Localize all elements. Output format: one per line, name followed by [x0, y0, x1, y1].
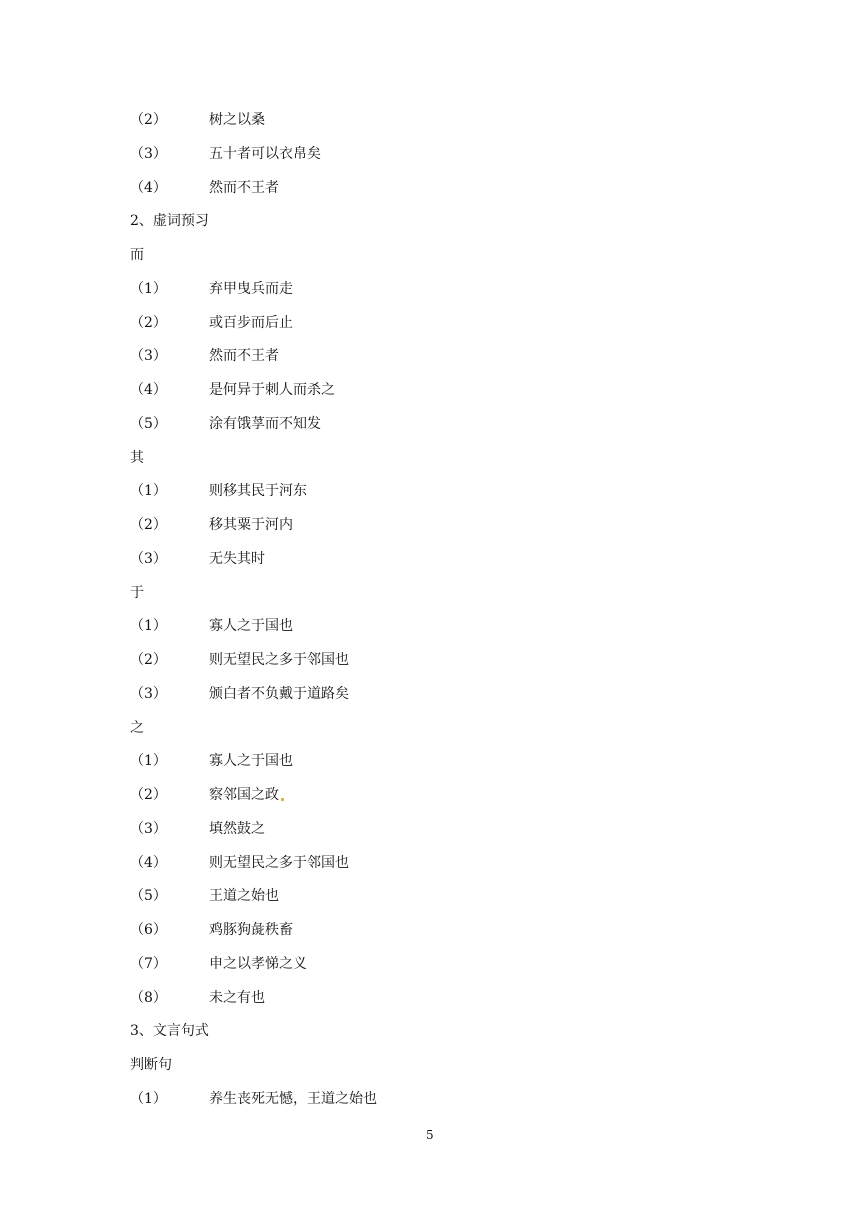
edit-marker-icon: [281, 798, 284, 801]
item-number: （3）: [130, 686, 167, 702]
item-text: 涂有饿莩而不知发: [209, 416, 321, 432]
item-number: （2）: [130, 517, 167, 533]
section-heading: 于: [130, 585, 144, 601]
item-number: （4）: [130, 382, 167, 398]
item-text: 则无望民之多于邻国也: [209, 855, 349, 871]
item-text: 是何异于刺人而杀之: [209, 382, 335, 398]
item-text: 则移其民于河东: [209, 483, 307, 499]
item-number: （1）: [130, 1091, 167, 1107]
section-heading: 而: [130, 247, 144, 263]
item-number: （7）: [130, 956, 167, 972]
item-text: 颁白者不负戴于道路矣: [209, 686, 349, 702]
item-text: 然而不王者: [209, 180, 279, 196]
item-text: 察邻国之政: [209, 787, 279, 803]
item-text: 鸡豚狗彘秩畜: [209, 922, 293, 938]
item-text: 未之有也: [209, 990, 265, 1006]
item-text: 申之以孝悌之义: [209, 956, 307, 972]
section-heading: 之: [130, 720, 144, 736]
item-number: （1）: [130, 753, 167, 769]
item-number: （3）: [130, 146, 167, 162]
item-text: 然而不王者: [209, 348, 279, 364]
item-text: 则无望民之多于邻国也: [209, 652, 349, 668]
item-text: 养生丧死无憾，王道之始也: [209, 1091, 377, 1107]
item-number: （2）: [130, 787, 167, 803]
item-number: （4）: [130, 855, 167, 871]
item-text: 王道之始也: [209, 888, 279, 904]
item-number: （8）: [130, 990, 167, 1006]
item-text: 树之以桑: [209, 112, 265, 128]
section-heading: 2、虚词预习: [130, 213, 209, 229]
item-number: （2）: [130, 315, 167, 331]
item-text: 无失其时: [209, 551, 265, 567]
item-text: 寡人之于国也: [209, 618, 293, 634]
item-text: 五十者可以衣帛矣: [209, 146, 321, 162]
section-heading: 3、文言句式: [130, 1023, 209, 1039]
item-text: 移其粟于河内: [209, 517, 293, 533]
item-number: （6）: [130, 922, 167, 938]
item-text: 或百步而后止: [209, 315, 293, 331]
section-heading: 判断句: [130, 1057, 172, 1073]
item-number: （3）: [130, 821, 167, 837]
item-number: （1）: [130, 281, 167, 297]
item-number: （4）: [130, 180, 167, 196]
section-heading: 其: [130, 450, 144, 466]
item-text: 填然鼓之: [209, 821, 265, 837]
item-number: （2）: [130, 112, 167, 128]
item-text: 寡人之于国也: [209, 753, 293, 769]
item-number: （1）: [130, 483, 167, 499]
item-number: （5）: [130, 416, 167, 432]
page-number: 5: [426, 1128, 434, 1142]
item-text: 弃甲曳兵而走: [209, 281, 293, 297]
item-number: （3）: [130, 348, 167, 364]
item-number: （2）: [130, 652, 167, 668]
item-number: （5）: [130, 888, 167, 904]
item-number: （3）: [130, 551, 167, 567]
item-number: （1）: [130, 618, 167, 634]
